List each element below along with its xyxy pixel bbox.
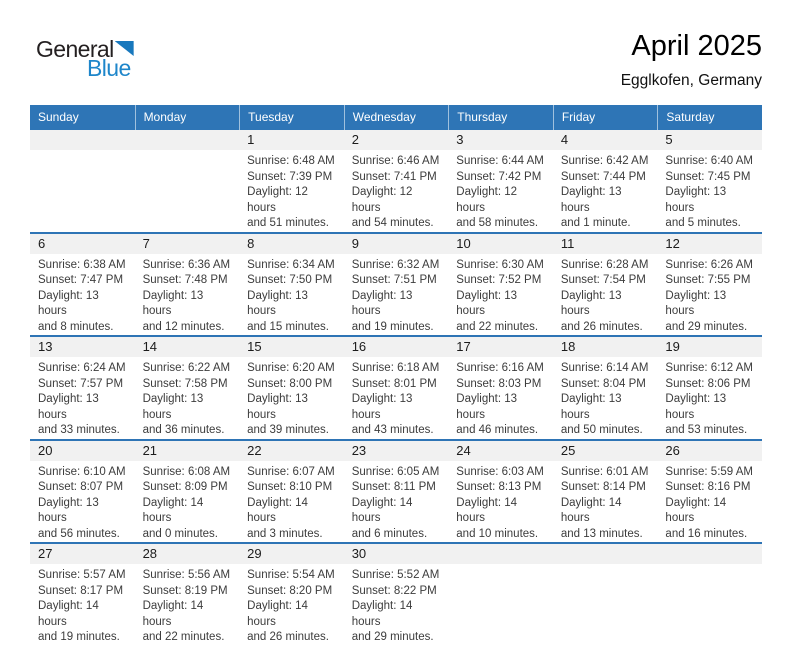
sunrise-text: Sunrise: 5:59 AM bbox=[665, 465, 753, 478]
day-cell-body bbox=[30, 357, 135, 439]
day-number: 29 bbox=[239, 544, 344, 564]
sunset-text: Sunset: 8:16 PM bbox=[665, 481, 751, 493]
day-cell-body bbox=[135, 357, 240, 439]
day-number: 8 bbox=[239, 234, 344, 254]
sunset-text: Sunset: 8:04 PM bbox=[560, 377, 646, 390]
daylight-text-line1: Daylight: 14 hours bbox=[38, 600, 99, 628]
day-cell bbox=[135, 234, 240, 336]
day-cell bbox=[30, 337, 135, 439]
sunset-text: Sunset: 8:09 PM bbox=[142, 481, 228, 493]
daylight-text-line1: Daylight: 12 hours bbox=[456, 186, 518, 214]
daylight-text-line1: Daylight: 13 hours bbox=[38, 289, 99, 317]
day-number: 12 bbox=[657, 234, 762, 254]
day-cell bbox=[30, 441, 135, 543]
daylight-text-line2: and 0 minutes. bbox=[142, 527, 218, 540]
daylight-text-line1: Daylight: 14 hours bbox=[142, 496, 204, 524]
day-cell-body bbox=[239, 461, 344, 543]
sunset-text: Sunset: 8:07 PM bbox=[38, 481, 124, 493]
sunset-text: Sunset: 8:13 PM bbox=[456, 481, 542, 493]
sunset-text: Sunset: 8:11 PM bbox=[351, 481, 436, 493]
day-cell-body bbox=[344, 461, 449, 543]
day-cell-body bbox=[30, 461, 135, 543]
daylight-text-line2: and 5 minutes. bbox=[665, 217, 741, 229]
day-number: 5 bbox=[657, 130, 762, 150]
daylight-text-line2: and 22 minutes. bbox=[142, 631, 225, 643]
day-cell-body bbox=[448, 357, 553, 439]
weekday-header-row bbox=[30, 105, 762, 130]
page-title: April 2025 bbox=[631, 30, 762, 62]
day-cell bbox=[553, 441, 658, 543]
sunrise-text: Sunrise: 5:54 AM bbox=[247, 569, 335, 581]
daylight-text-line2: and 13 minutes. bbox=[560, 527, 643, 540]
daylight-text-line1: Daylight: 14 hours bbox=[351, 496, 413, 524]
week-row bbox=[30, 232, 762, 336]
day-cell bbox=[344, 130, 449, 232]
daylight-text-line1: Daylight: 13 hours bbox=[38, 496, 99, 524]
day-cell bbox=[30, 544, 135, 646]
sunrise-text: Sunrise: 5:57 AM bbox=[38, 569, 126, 581]
day-cell bbox=[344, 441, 449, 543]
day-cell bbox=[135, 544, 240, 646]
daylight-text-line2: and 26 minutes. bbox=[560, 320, 643, 333]
daylight-text-line2: and 58 minutes. bbox=[456, 217, 539, 229]
week-row bbox=[30, 439, 762, 543]
day-number bbox=[553, 544, 658, 564]
sunrise-text: Sunrise: 6:12 AM bbox=[665, 362, 753, 374]
sunset-text: Sunset: 8:06 PM bbox=[665, 377, 751, 390]
day-number: 25 bbox=[553, 441, 658, 461]
day-number: 14 bbox=[135, 337, 240, 357]
day-number: 26 bbox=[657, 441, 762, 461]
empty-day-cell bbox=[30, 130, 135, 232]
daylight-text-line2: and 15 minutes. bbox=[247, 320, 329, 333]
sunrise-text: Sunrise: 5:52 AM bbox=[351, 569, 440, 581]
day-cell bbox=[239, 234, 344, 336]
sunrise-text: Sunrise: 6:05 AM bbox=[351, 465, 440, 478]
day-cell-body bbox=[448, 150, 553, 232]
daylight-text-line1: Daylight: 13 hours bbox=[142, 289, 204, 317]
day-cell bbox=[30, 234, 135, 336]
daylight-text-line2: and 39 minutes. bbox=[247, 424, 329, 436]
day-cell-body bbox=[448, 254, 553, 336]
sunrise-text: Sunrise: 6:08 AM bbox=[142, 465, 231, 478]
sunrise-text: Sunrise: 6:28 AM bbox=[560, 258, 649, 271]
sunrise-text: Sunrise: 6:22 AM bbox=[142, 362, 231, 374]
sunrise-text: Sunrise: 6:32 AM bbox=[351, 258, 440, 271]
day-number: 2 bbox=[344, 130, 449, 150]
week-row bbox=[30, 542, 762, 646]
day-number: 10 bbox=[448, 234, 553, 254]
week-row bbox=[30, 335, 762, 439]
sunrise-text: Sunrise: 6:26 AM bbox=[665, 258, 753, 271]
day-number bbox=[448, 544, 553, 564]
day-cell bbox=[657, 234, 762, 336]
week-row bbox=[30, 130, 762, 232]
sunrise-text: Sunrise: 6:36 AM bbox=[142, 258, 231, 271]
sunset-text: Sunset: 7:54 PM bbox=[560, 274, 646, 286]
day-number: 15 bbox=[239, 337, 344, 357]
weekday-header: Thursday bbox=[448, 105, 553, 130]
day-number: 9 bbox=[344, 234, 449, 254]
sunset-text: Sunset: 7:58 PM bbox=[142, 377, 228, 390]
daylight-text-line1: Daylight: 14 hours bbox=[247, 496, 308, 524]
day-number: 23 bbox=[344, 441, 449, 461]
sunrise-text: Sunrise: 6:20 AM bbox=[247, 362, 335, 374]
sunset-text: Sunset: 8:00 PM bbox=[247, 377, 333, 390]
day-cell bbox=[239, 337, 344, 439]
daylight-text-line2: and 19 minutes. bbox=[351, 320, 434, 333]
title-block bbox=[621, 28, 762, 90]
day-number: 24 bbox=[448, 441, 553, 461]
top-bar bbox=[0, 0, 792, 102]
daylight-text-line2: and 22 minutes. bbox=[456, 320, 539, 333]
daylight-text-line1: Daylight: 14 hours bbox=[351, 600, 413, 628]
sunset-text: Sunset: 7:51 PM bbox=[351, 274, 437, 286]
daylight-text-line1: Daylight: 13 hours bbox=[351, 289, 413, 317]
sunrise-text: Sunrise: 6:07 AM bbox=[247, 465, 335, 478]
day-cell-body bbox=[553, 461, 658, 543]
daylight-text-line1: Daylight: 13 hours bbox=[560, 393, 622, 421]
daylight-text-line2: and 50 minutes. bbox=[560, 424, 643, 436]
daylight-text-line2: and 46 minutes. bbox=[456, 424, 539, 436]
weekday-header: Friday bbox=[553, 105, 658, 130]
day-cell-body bbox=[553, 150, 658, 232]
day-cell bbox=[448, 441, 553, 543]
sunrise-text: Sunrise: 6:30 AM bbox=[456, 258, 544, 271]
daylight-text-line1: Daylight: 14 hours bbox=[456, 496, 518, 524]
day-number: 30 bbox=[344, 544, 449, 564]
sunrise-text: Sunrise: 6:14 AM bbox=[560, 362, 649, 374]
day-number: 21 bbox=[135, 441, 240, 461]
daylight-text-line1: Daylight: 13 hours bbox=[247, 289, 308, 317]
day-number: 13 bbox=[30, 337, 135, 357]
daylight-text-line1: Daylight: 14 hours bbox=[665, 496, 727, 524]
sunrise-text: Sunrise: 6:18 AM bbox=[351, 362, 440, 374]
sunset-text: Sunset: 8:10 PM bbox=[247, 481, 333, 493]
day-cell-body bbox=[135, 564, 240, 646]
daylight-text-line1: Daylight: 13 hours bbox=[456, 393, 518, 421]
daylight-text-line1: Daylight: 13 hours bbox=[560, 289, 622, 317]
sunset-text: Sunset: 7:57 PM bbox=[38, 377, 124, 390]
daylight-text-line1: Daylight: 13 hours bbox=[247, 393, 308, 421]
daylight-text-line2: and 56 minutes. bbox=[38, 527, 120, 540]
day-number bbox=[135, 130, 240, 150]
daylight-text-line2: and 1 minute. bbox=[560, 217, 631, 229]
day-cell bbox=[657, 441, 762, 543]
logo-text-general: General bbox=[36, 36, 114, 62]
day-cell-body bbox=[239, 254, 344, 336]
day-number: 1 bbox=[239, 130, 344, 150]
daylight-text-line1: Daylight: 14 hours bbox=[247, 600, 308, 628]
sunset-text: Sunset: 8:22 PM bbox=[351, 584, 437, 597]
daylight-text-line2: and 3 minutes. bbox=[247, 527, 323, 540]
sunset-text: Sunset: 7:55 PM bbox=[665, 274, 751, 286]
day-cell-body bbox=[553, 254, 658, 336]
daylight-text-line2: and 36 minutes. bbox=[142, 424, 225, 436]
daylight-text-line2: and 29 minutes. bbox=[665, 320, 748, 333]
daylight-text-line1: Daylight: 12 hours bbox=[247, 186, 308, 214]
day-cell bbox=[657, 130, 762, 232]
weekday-header: Tuesday bbox=[239, 105, 344, 130]
day-number: 20 bbox=[30, 441, 135, 461]
daylight-text-line2: and 26 minutes. bbox=[247, 631, 329, 643]
calendar-weeks bbox=[30, 130, 762, 646]
day-number: 16 bbox=[344, 337, 449, 357]
day-cell-body bbox=[239, 564, 344, 646]
day-cell bbox=[448, 337, 553, 439]
daylight-text-line1: Daylight: 13 hours bbox=[351, 393, 413, 421]
weekday-header: Wednesday bbox=[344, 105, 449, 130]
weekday-header: Sunday bbox=[38, 110, 79, 124]
day-cell-body bbox=[448, 461, 553, 543]
day-cell bbox=[553, 130, 658, 232]
daylight-text-line1: Daylight: 13 hours bbox=[665, 393, 727, 421]
sunset-text: Sunset: 7:50 PM bbox=[247, 274, 333, 286]
daylight-text-line1: Daylight: 13 hours bbox=[38, 393, 99, 421]
day-number: 22 bbox=[239, 441, 344, 461]
daylight-text-line2: and 6 minutes. bbox=[351, 527, 428, 540]
sunrise-text: Sunrise: 6:03 AM bbox=[456, 465, 544, 478]
sunrise-text: Sunrise: 6:34 AM bbox=[247, 258, 335, 271]
sunset-text: Sunset: 7:41 PM bbox=[351, 170, 437, 183]
day-cell bbox=[657, 337, 762, 439]
day-cell bbox=[448, 130, 553, 232]
day-cell-body bbox=[657, 150, 762, 232]
day-number: 11 bbox=[553, 234, 658, 254]
day-cell bbox=[344, 234, 449, 336]
day-cell-body bbox=[135, 254, 240, 336]
sunrise-text: Sunrise: 6:10 AM bbox=[38, 465, 126, 478]
daylight-text-line1: Daylight: 13 hours bbox=[560, 186, 622, 214]
day-number: 28 bbox=[135, 544, 240, 564]
daylight-text-line2: and 19 minutes. bbox=[38, 631, 120, 643]
daylight-text-line2: and 8 minutes. bbox=[38, 320, 114, 333]
sunset-text: Sunset: 7:39 PM bbox=[247, 170, 333, 183]
daylight-text-line2: and 33 minutes. bbox=[38, 424, 120, 436]
sunset-text: Sunset: 8:17 PM bbox=[38, 584, 124, 597]
day-cell-body bbox=[344, 357, 449, 439]
empty-day-cell bbox=[135, 130, 240, 232]
day-cell bbox=[135, 337, 240, 439]
day-cell bbox=[239, 441, 344, 543]
day-number: 6 bbox=[30, 234, 135, 254]
daylight-text-line1: Daylight: 14 hours bbox=[142, 600, 204, 628]
day-number bbox=[657, 544, 762, 564]
sunrise-text: Sunrise: 6:48 AM bbox=[247, 155, 335, 167]
day-cell-body bbox=[657, 461, 762, 543]
daylight-text-line2: and 16 minutes. bbox=[665, 527, 748, 540]
daylight-text-line2: and 43 minutes. bbox=[351, 424, 434, 436]
weekday-header: Saturday bbox=[657, 105, 762, 130]
empty-day-cell bbox=[657, 544, 762, 646]
sunset-text: Sunset: 7:47 PM bbox=[38, 274, 124, 286]
day-number: 17 bbox=[448, 337, 553, 357]
day-cell-body bbox=[30, 254, 135, 336]
day-number bbox=[30, 130, 135, 150]
day-cell-body bbox=[239, 150, 344, 232]
daylight-text-line2: and 12 minutes. bbox=[142, 320, 225, 333]
sunset-text: Sunset: 8:20 PM bbox=[247, 584, 333, 597]
sunset-text: Sunset: 7:44 PM bbox=[560, 170, 646, 183]
day-cell bbox=[553, 337, 658, 439]
day-cell-body bbox=[239, 357, 344, 439]
sunset-text: Sunset: 8:03 PM bbox=[456, 377, 542, 390]
sunrise-text: Sunrise: 6:46 AM bbox=[351, 155, 440, 167]
day-cell-body bbox=[344, 150, 449, 232]
day-number: 19 bbox=[657, 337, 762, 357]
sunrise-text: Sunrise: 6:24 AM bbox=[38, 362, 126, 374]
day-cell bbox=[344, 544, 449, 646]
calendar-table bbox=[30, 105, 762, 646]
day-cell bbox=[553, 234, 658, 336]
sunset-text: Sunset: 8:19 PM bbox=[142, 584, 228, 597]
sunset-text: Sunset: 8:01 PM bbox=[351, 377, 437, 390]
sunset-text: Sunset: 8:14 PM bbox=[560, 481, 646, 493]
day-cell bbox=[448, 234, 553, 336]
daylight-text-line1: Daylight: 14 hours bbox=[560, 496, 622, 524]
general-blue-logo bbox=[36, 28, 134, 80]
day-cell-body bbox=[344, 254, 449, 336]
empty-day-cell bbox=[448, 544, 553, 646]
daylight-text-line1: Daylight: 13 hours bbox=[142, 393, 204, 421]
daylight-text-line1: Daylight: 13 hours bbox=[456, 289, 518, 317]
sunset-text: Sunset: 7:52 PM bbox=[456, 274, 542, 286]
sunrise-text: Sunrise: 6:40 AM bbox=[665, 155, 753, 167]
day-number: 18 bbox=[553, 337, 658, 357]
day-cell-body bbox=[135, 461, 240, 543]
sunset-text: Sunset: 7:42 PM bbox=[456, 170, 542, 183]
daylight-text-line1: Daylight: 13 hours bbox=[665, 289, 727, 317]
sunrise-text: Sunrise: 6:44 AM bbox=[456, 155, 544, 167]
sunrise-text: Sunrise: 5:56 AM bbox=[142, 569, 231, 581]
day-cell-body bbox=[553, 357, 658, 439]
day-cell-body bbox=[344, 564, 449, 646]
daylight-text-line2: and 10 minutes. bbox=[456, 527, 539, 540]
day-cell bbox=[135, 441, 240, 543]
sunset-text: Sunset: 7:45 PM bbox=[665, 170, 751, 183]
day-cell-body bbox=[657, 357, 762, 439]
day-number: 3 bbox=[448, 130, 553, 150]
day-number: 7 bbox=[135, 234, 240, 254]
day-cell-body bbox=[30, 564, 135, 646]
logo-triangle-icon bbox=[115, 41, 134, 56]
day-number: 27 bbox=[30, 544, 135, 564]
daylight-text-line2: and 54 minutes. bbox=[351, 217, 434, 229]
day-cell bbox=[344, 337, 449, 439]
empty-day-cell bbox=[553, 544, 658, 646]
sunrise-text: Sunrise: 6:38 AM bbox=[38, 258, 126, 271]
daylight-text-line1: Daylight: 13 hours bbox=[665, 186, 727, 214]
daylight-text-line2: and 53 minutes. bbox=[665, 424, 748, 436]
daylight-text-line2: and 51 minutes. bbox=[247, 217, 329, 229]
day-cell bbox=[239, 544, 344, 646]
page-subtitle: Egglkofen, Germany bbox=[620, 72, 762, 90]
day-cell-body bbox=[657, 254, 762, 336]
daylight-text-line2: and 29 minutes. bbox=[351, 631, 434, 643]
daylight-text-line1: Daylight: 12 hours bbox=[351, 186, 413, 214]
day-cell bbox=[239, 130, 344, 232]
day-number: 4 bbox=[553, 130, 658, 150]
logo-text-blue: Blue bbox=[87, 55, 131, 81]
sunrise-text: Sunrise: 6:01 AM bbox=[560, 465, 649, 478]
sunrise-text: Sunrise: 6:16 AM bbox=[456, 362, 544, 374]
weekday-header: Monday bbox=[135, 105, 240, 130]
sunrise-text: Sunrise: 6:42 AM bbox=[560, 155, 649, 167]
sunset-text: Sunset: 7:48 PM bbox=[142, 274, 228, 286]
